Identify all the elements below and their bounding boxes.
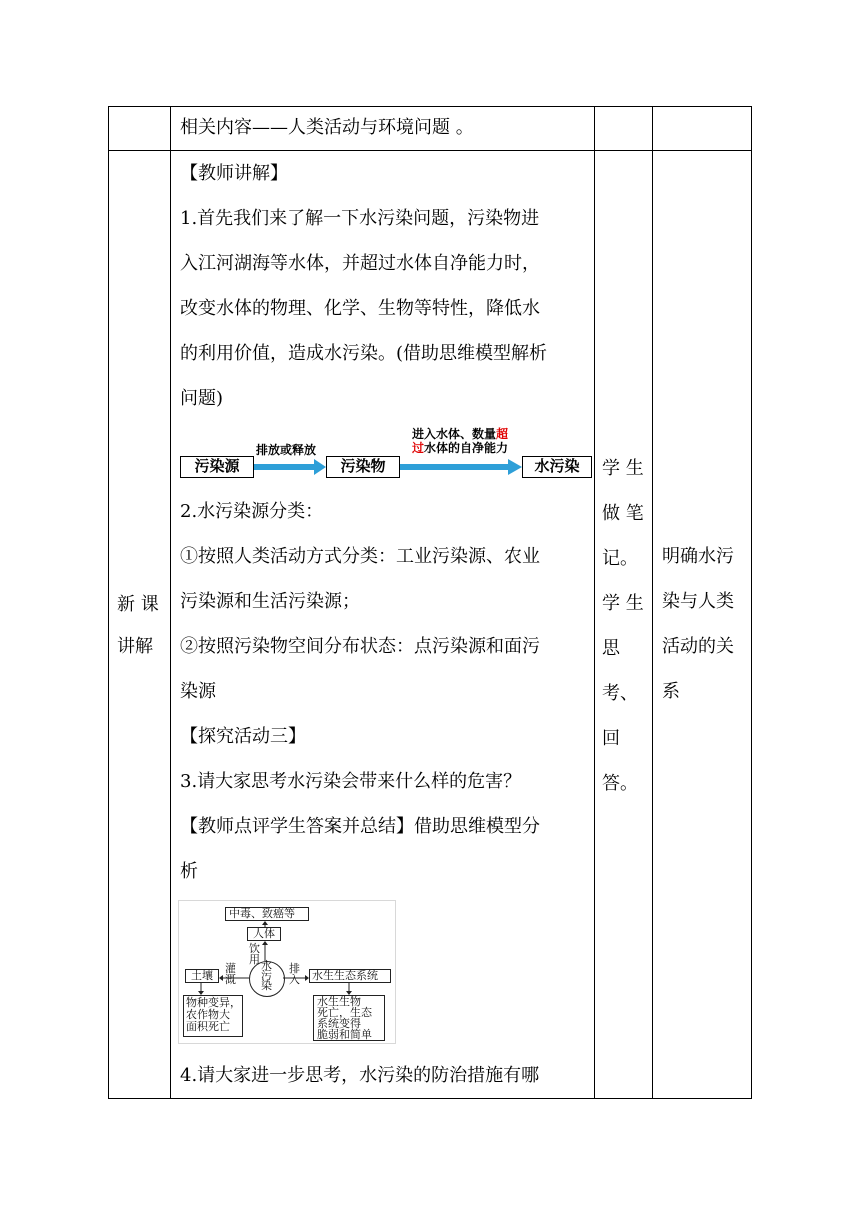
- label-human: 人体: [253, 927, 275, 940]
- content-b-line-0: 2.水污染源分类：: [180, 501, 324, 522]
- label-crop-death-2: 农作物大: [186, 1008, 230, 1021]
- student-activity-5: 考、: [602, 683, 638, 704]
- label-aquatic-death-3: 系统变得: [317, 1017, 361, 1030]
- content-line-1: 1.首先我们来了解一下水污染问题，污染物进: [180, 208, 540, 229]
- content-b-line-4: 染源: [180, 681, 216, 702]
- arrow-2-label-line2: 水体的自净能力: [424, 441, 509, 455]
- table-border-bottom: [108, 1098, 752, 1099]
- table-row-divider: [108, 150, 752, 151]
- design-intent-1: 染与人类: [662, 591, 734, 612]
- table-col-line-5: [751, 106, 752, 1099]
- label-aquatic-death-4: 脆弱和简单: [317, 1028, 372, 1041]
- content-line-0: 【教师讲解】: [180, 163, 288, 184]
- student-activity-3: 学 生: [602, 593, 644, 614]
- arrow-1: [254, 459, 326, 475]
- table-col-line-1: [108, 106, 109, 1099]
- content-b-line-7: 【教师点评学生答案并总结】借助思维模型分: [180, 816, 540, 837]
- arrow-2-label-line1: 进入水体、数量: [412, 427, 497, 441]
- content-line-4: 的利用价值，造成水污染。(借助思维模型解析: [180, 343, 548, 364]
- table-col-line-3: [594, 106, 595, 1099]
- table-col-line-2: [170, 106, 171, 1099]
- content-b-line-8: 析: [180, 861, 198, 882]
- student-activity-0: 学 生: [602, 458, 644, 479]
- content-b-line-6: 3.请大家思考水污染会带来什么样的危害？: [180, 771, 522, 792]
- arrow-2-label: [412, 427, 508, 455]
- arrow-2: [400, 459, 522, 475]
- table-border-top: [108, 106, 752, 107]
- label-aquatic-ecosystem: 水生生态系统: [312, 969, 378, 982]
- label-aquatic-death-2: 死亡，生态: [317, 1006, 372, 1019]
- box-pollutant: 污染物: [326, 456, 400, 478]
- row1-content: 相关内容——人类活动与环境问题 。: [180, 117, 474, 138]
- student-activity-7: 答。: [602, 773, 638, 794]
- label-soil: 土壤: [191, 969, 213, 982]
- content-line-5: 问题): [180, 388, 224, 409]
- content-b-line-3: ②按照污染物空间分布状态：点污染源和面污: [180, 636, 540, 657]
- section-label-line1: 新 课: [117, 594, 159, 615]
- content-line-2: 入江河湖海等水体，并超过水体自净能力时，: [180, 253, 540, 274]
- content-b-line-5: 【探究活动三】: [180, 726, 306, 747]
- label-water-pollution: 水污染: [261, 959, 272, 992]
- content-line-3: 改变水体的物理、化学、生物等特性，降低水: [180, 298, 540, 319]
- arrow-2-label-red-2: 过: [412, 441, 425, 455]
- design-intent-0: 明确水污: [662, 546, 734, 567]
- student-activity-2: 记。: [602, 548, 638, 569]
- box-water-pollution: 水污染: [522, 456, 592, 478]
- label-poisoning: 中毒、致癌等: [229, 907, 295, 920]
- design-intent-3: 系: [662, 681, 680, 702]
- arrow-2-label-red-1: 超: [496, 427, 509, 441]
- label-irrigate: 灌溉: [225, 962, 236, 986]
- label-aquatic-death-1: 水生生物: [317, 995, 361, 1008]
- pollution-flow-diagram: [180, 426, 592, 480]
- label-drink: 饮用: [249, 942, 260, 966]
- student-activity-4: 思: [602, 638, 620, 659]
- design-intent-2: 活动的关: [662, 636, 734, 657]
- section-label-line2: 讲解: [117, 636, 153, 657]
- student-activity-1: 做 笔: [602, 503, 644, 524]
- content-last-line: 4.请大家进一步思考，水污染的防治措施有哪: [180, 1065, 540, 1086]
- label-discharge: 排入: [289, 962, 300, 986]
- label-crop-death-3: 面积死亡: [186, 1020, 230, 1033]
- student-activity-6: 回: [602, 728, 620, 749]
- hazard-diagram: [178, 900, 396, 1044]
- content-b-line-2: 污染源和生活污染源；: [180, 591, 360, 612]
- table-col-line-4: [652, 106, 653, 1099]
- box-pollution-source: 污染源: [180, 456, 254, 478]
- arrow-1-label: 排放或释放: [256, 443, 317, 457]
- label-crop-death-1: 物种变异，: [186, 996, 241, 1009]
- content-b-line-1: ①按照人类活动方式分类：工业污染源、农业: [180, 546, 540, 567]
